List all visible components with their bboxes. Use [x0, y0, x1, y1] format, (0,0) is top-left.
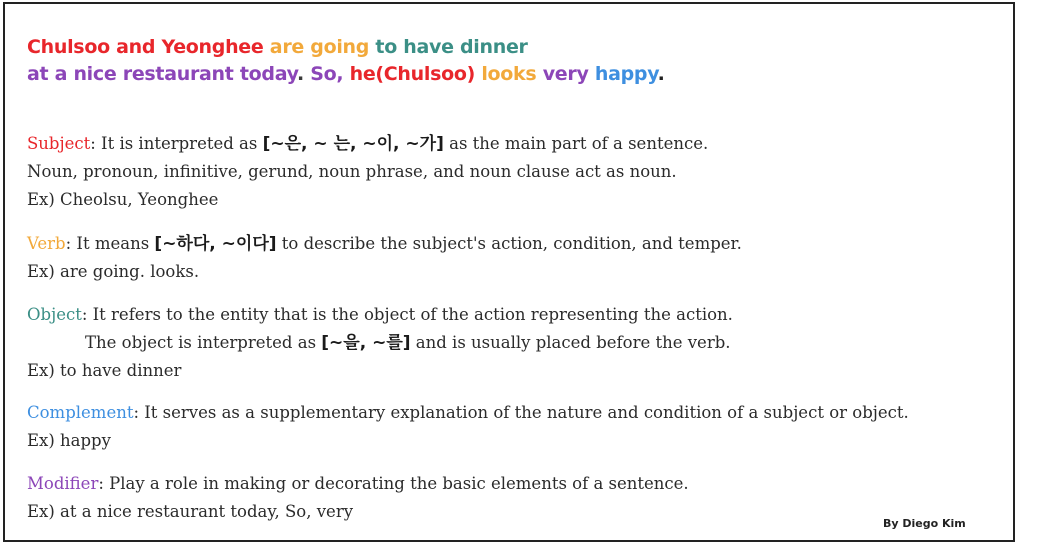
object-detail-tail: and is usually placed before the verb.: [410, 333, 731, 352]
slide-frame: [3, 2, 1015, 542]
headline-he: he(Chulsoo): [343, 63, 476, 85]
headline-modifier-phrase: at a nice restaurant today: [27, 63, 297, 85]
modifier-term: Modifier: [27, 474, 99, 493]
object-definition: [27, 301, 733, 329]
modifier-example: Ex) at a nice restaurant today, So, very: [27, 502, 354, 521]
headline-very: very: [536, 63, 589, 85]
headline-period: .: [296, 63, 311, 85]
headline-happy: happy: [588, 63, 658, 85]
headline-final-period: .: [657, 63, 665, 85]
subject-example: Ex) Cheolsu, Yeonghee: [27, 190, 219, 209]
object-detail-text: The object is interpreted as: [85, 333, 322, 352]
complement-definition-text: : It serves as a supplementary explanation of the nature and condition of a subject or object.: [133, 403, 909, 422]
verb-definition-text: : It means: [65, 234, 155, 253]
subject-definition-tail: as the main part of a sentence.: [443, 134, 709, 153]
verb-term: Verb: [27, 234, 66, 253]
headline-object-phrase: to have dinner: [369, 36, 528, 58]
object-term: Object: [27, 305, 82, 324]
object-detail: [27, 329, 733, 357]
headline-looks: looks: [475, 63, 537, 85]
headline-line-1: [27, 34, 665, 61]
object-korean-particles: [~을, ~를]: [321, 333, 411, 353]
subject-definition-text: : It is interpreted as: [90, 134, 263, 153]
author-credit: By Diego Kim: [883, 517, 966, 530]
headline: [27, 34, 665, 88]
object-definition-text: : It refers to the entity that is the object of the action representing the action.: [81, 305, 733, 324]
headline-verb-phrase: are going: [263, 36, 370, 58]
modifier-definition: [27, 470, 689, 498]
subject-korean-particles: [~은, ~ 는, ~이, ~가]: [262, 134, 444, 154]
headline-so: So,: [310, 63, 344, 85]
verb-definition-tail: to describe the subject's action, condition, and temper.: [276, 234, 742, 253]
verb-example: Ex) are going. looks.: [27, 262, 200, 281]
subject-definition: [27, 130, 708, 158]
verb-korean-endings: [~하다, ~이다]: [154, 234, 277, 254]
modifier-definition-text: : Play a role in making or decorating the basic elements of a sentence.: [98, 474, 689, 493]
complement-term: Complement: [27, 403, 134, 422]
verb-section: [27, 230, 742, 286]
subject-detail: Noun, pronoun, infinitive, gerund, noun phrase, and noun clause act as noun.: [27, 162, 677, 181]
complement-section: [27, 399, 909, 455]
subject-term: Subject: [27, 134, 91, 153]
verb-definition: [27, 230, 742, 258]
headline-line-2: [27, 61, 665, 88]
object-section: [27, 301, 733, 385]
complement-example: Ex) happy: [27, 431, 111, 450]
subject-section: [27, 130, 708, 214]
complement-definition: [27, 399, 909, 427]
modifier-section: [27, 470, 689, 526]
object-example: Ex) to have dinner: [27, 361, 182, 380]
headline-subject-phrase: Chulsoo and Yeonghee: [27, 36, 264, 58]
